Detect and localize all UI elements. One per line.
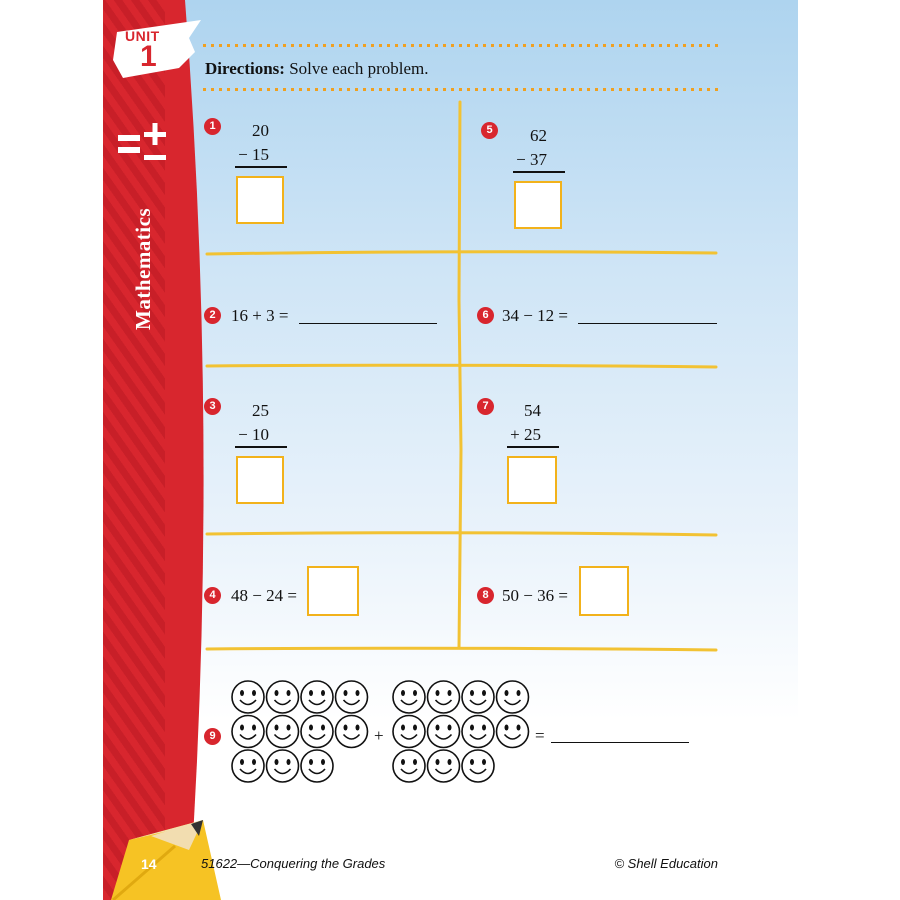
problem-9-plus: + — [374, 726, 384, 745]
smiley-icon — [462, 750, 494, 782]
problem-6-text: 34 − 12 = — [502, 306, 568, 325]
problem-5-top: 62 — [530, 126, 547, 145]
smiley-icon — [393, 716, 425, 748]
footer-book-title: 51622—Conquering the Grades — [201, 856, 386, 871]
smiley-icon — [336, 716, 368, 748]
unit-number: 1 — [140, 40, 157, 73]
subject-label: Mathematics — [131, 207, 155, 330]
smiley-icon — [301, 750, 333, 782]
problem-9-equals: = — [535, 726, 545, 745]
smiley-groups — [103, 0, 798, 900]
problem-1-top: 20 — [252, 121, 269, 140]
smiley-icon — [267, 681, 299, 713]
problem-5-bottom: − 37 — [516, 150, 547, 169]
problem-1-badge: 1 — [204, 118, 221, 135]
problem-8-text: 50 − 36 = — [502, 586, 568, 605]
problem-3-bottom: − 10 — [238, 425, 269, 444]
smiley-icon — [393, 750, 425, 782]
problem-3-top: 25 — [252, 401, 269, 420]
smiley-icon — [462, 716, 494, 748]
worksheet-page — [103, 0, 798, 900]
smiley-icon — [336, 681, 368, 713]
smiley-icon — [232, 681, 264, 713]
problem-3-badge: 3 — [204, 398, 221, 415]
problem-7-badge: 7 — [477, 398, 494, 415]
problem-4-text: 48 − 24 = — [231, 586, 297, 605]
problem-1-bottom: − 15 — [238, 145, 269, 164]
directions-text: Solve each problem. — [289, 59, 429, 78]
problem-2-badge: 2 — [204, 307, 221, 324]
smiley-icon — [301, 716, 333, 748]
problem-9-answer-line[interactable] — [551, 742, 689, 743]
problem-2-text: 16 + 3 = — [231, 306, 289, 325]
smiley-icon — [267, 750, 299, 782]
smiley-icon — [301, 681, 333, 713]
smiley-icon — [428, 681, 460, 713]
footer-publisher: © Shell Education — [614, 856, 718, 871]
smiley-icon — [462, 681, 494, 713]
smiley-icon — [497, 716, 529, 748]
problem-9-badge: 9 — [204, 728, 221, 745]
unit-label: UNIT — [125, 28, 160, 44]
problem-7-bottom: + 25 — [510, 425, 541, 444]
smiley-icon — [393, 681, 425, 713]
page-number: 14 — [141, 856, 157, 872]
problem-5-badge: 5 — [481, 122, 498, 139]
smiley-icon — [497, 681, 529, 713]
smiley-icon — [428, 716, 460, 748]
smiley-icon — [428, 750, 460, 782]
problem-4-badge: 4 — [204, 587, 221, 604]
problem-7-top: 54 — [524, 401, 541, 420]
directions-label: Directions: — [205, 59, 285, 78]
smiley-icon — [267, 716, 299, 748]
smiley-icon — [232, 750, 264, 782]
problem-6-badge: 6 — [477, 307, 494, 324]
problem-8-badge: 8 — [477, 587, 494, 604]
smiley-icon — [232, 716, 264, 748]
